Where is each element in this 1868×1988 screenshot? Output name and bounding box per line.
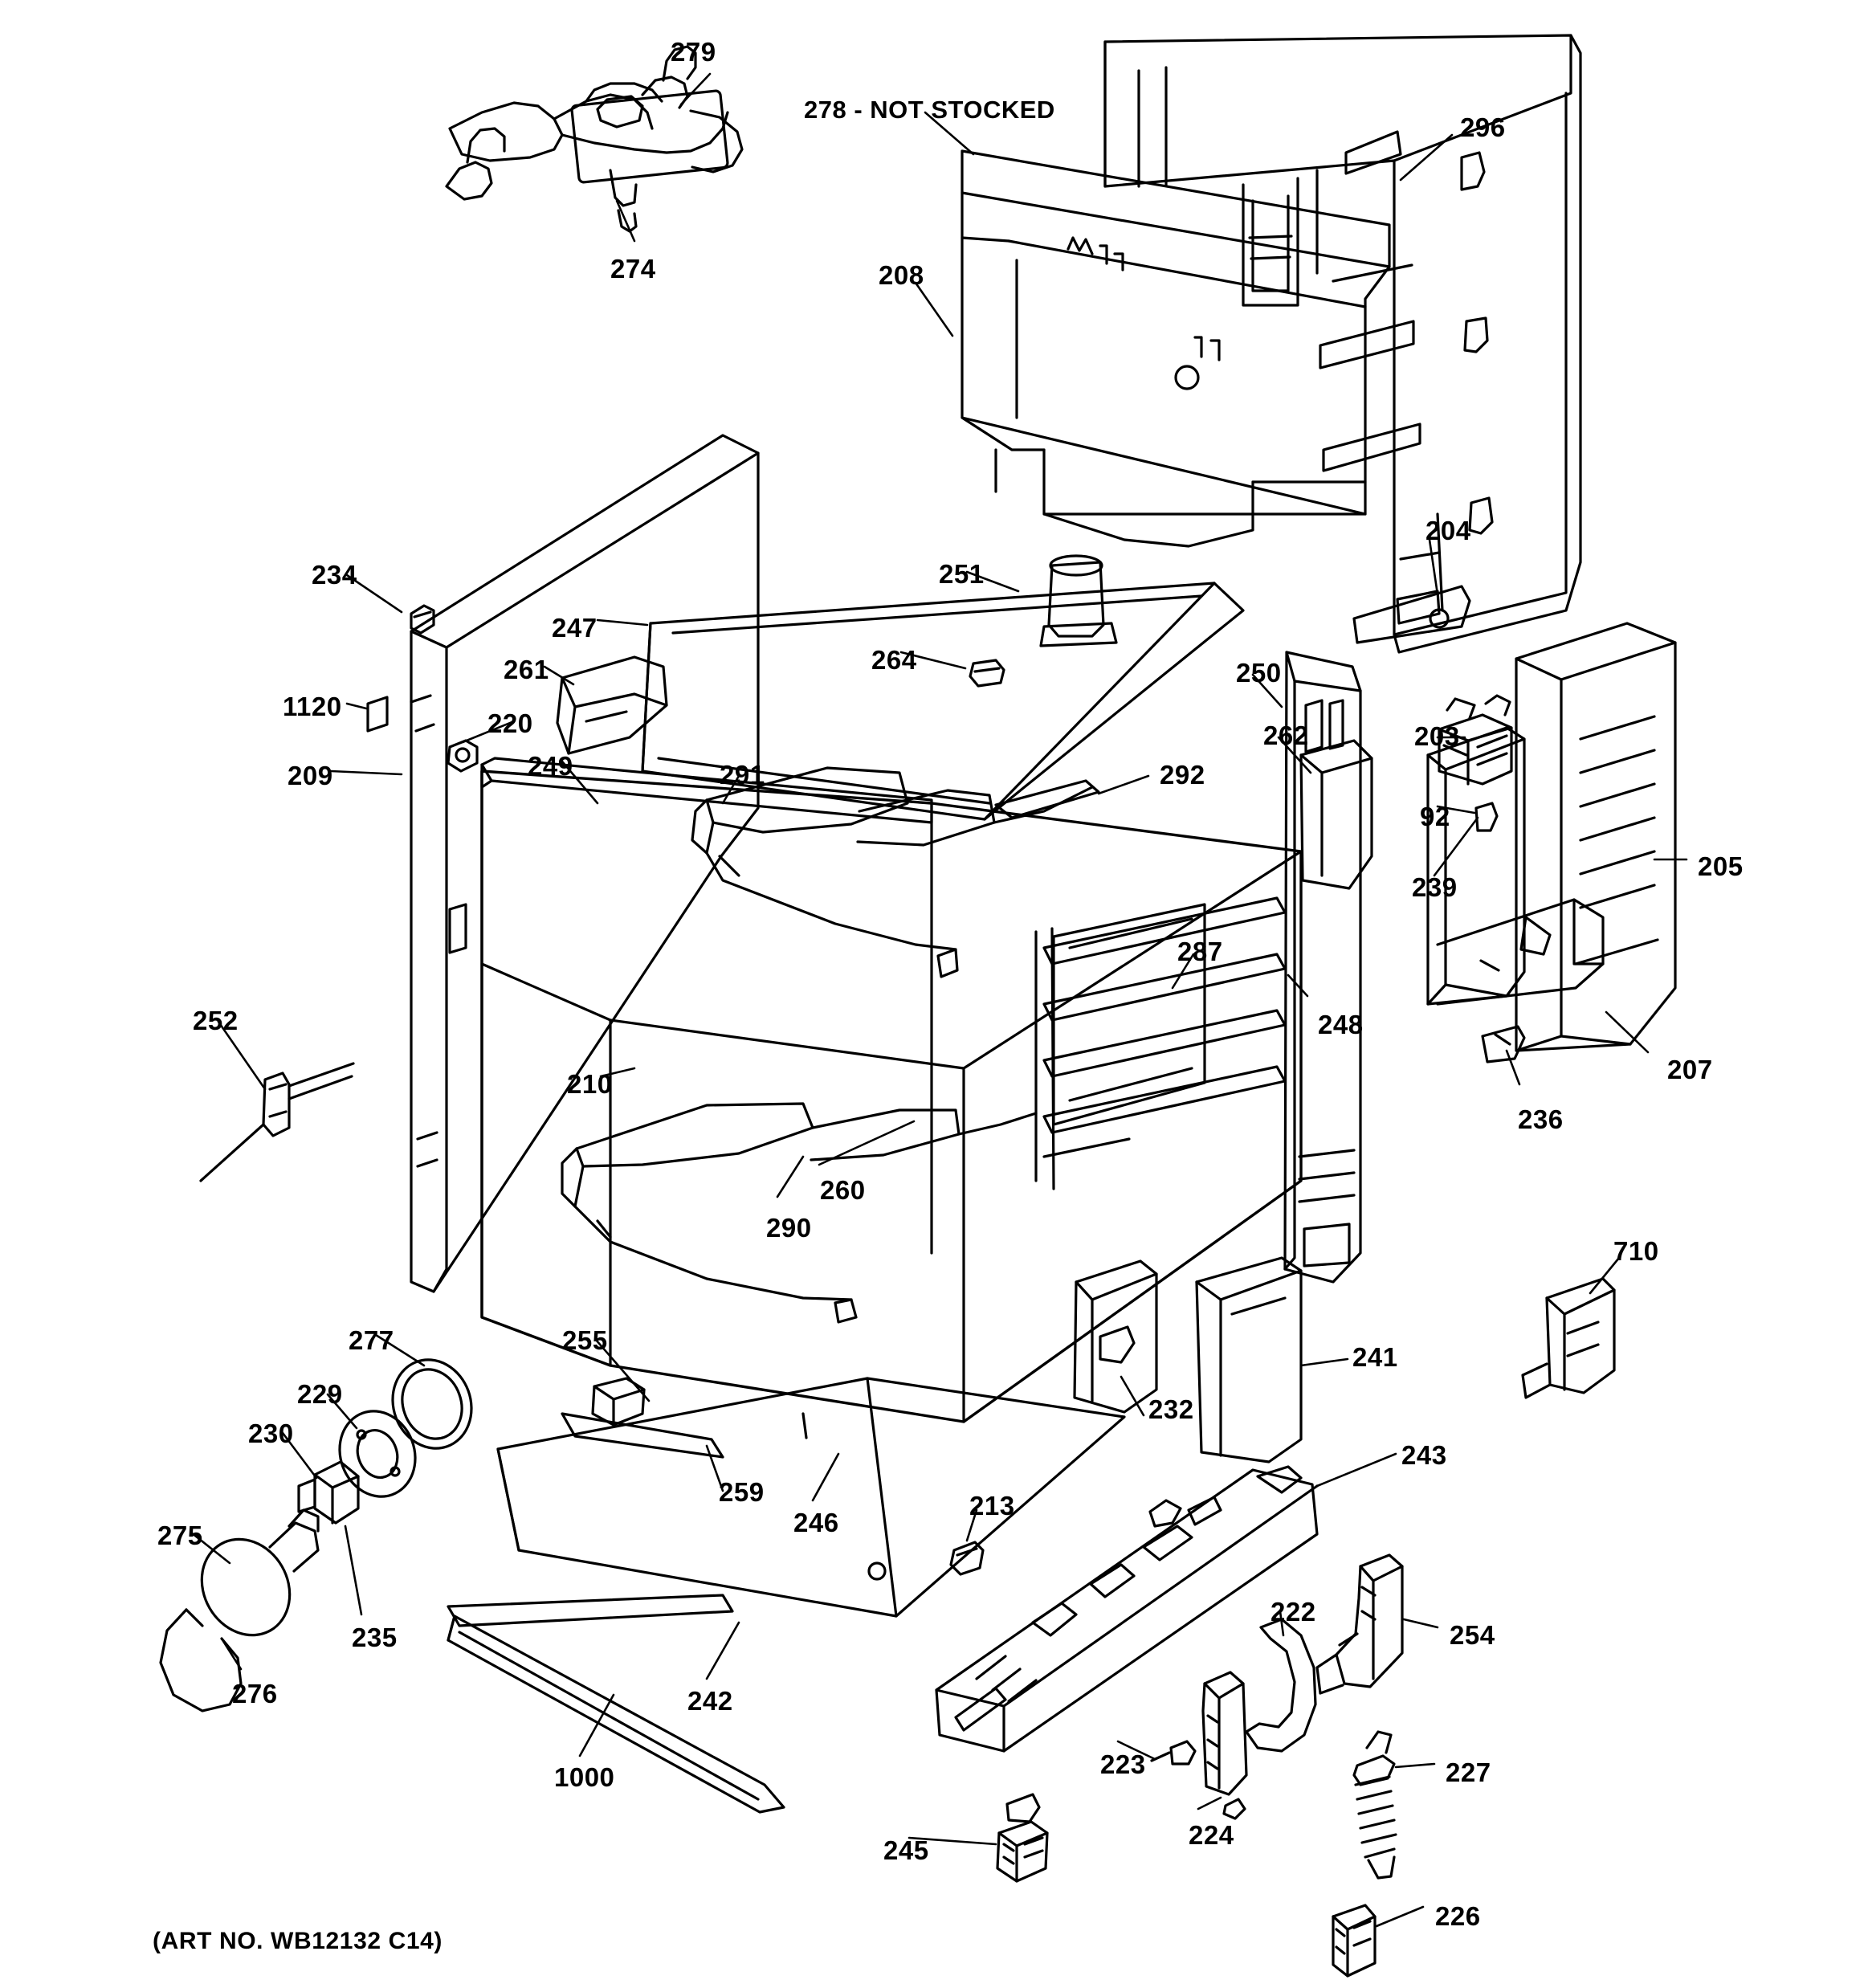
callout-236: 236 [1518,1104,1564,1134]
callout-207: 207 [1667,1055,1713,1084]
part-275-bulb [185,1510,318,1651]
callout-242: 242 [687,1686,733,1716]
callout-276: 276 [232,1679,278,1708]
callout-277: 277 [349,1325,394,1355]
part-252-sensor [201,1063,353,1181]
callout-203: 203 [1414,721,1460,751]
callout-204: 204 [1425,516,1471,545]
callout-232: 232 [1148,1394,1194,1424]
callout-261: 261 [504,655,549,684]
part-277-lamp-lens [381,1349,484,1459]
part-229-lamp-ring [328,1401,426,1508]
art-number-label: (ART NO. WB12132 C14) [153,1928,443,1954]
callout-223: 223 [1100,1749,1146,1779]
part-213-screw [951,1542,983,1574]
callout-260: 260 [820,1175,866,1205]
callout-296: 296 [1460,112,1506,142]
callout-250: 250 [1236,658,1282,688]
callout-254: 254 [1450,1620,1495,1650]
callout-279: 279 [671,37,716,67]
part-276-wire [161,1610,241,1711]
callout-1000: 1000 [554,1762,615,1792]
callout-245: 245 [883,1835,929,1865]
part-710-bracket [1523,1279,1614,1398]
part-292-element-bracket [938,781,1099,977]
part-222-hinge-spring [1246,1619,1315,1751]
callout-274: 274 [610,254,656,284]
callout-209: 209 [288,761,333,790]
callout-292: 292 [1160,760,1205,790]
callout-210: 210 [567,1069,613,1099]
callout-251: 251 [939,559,985,589]
callout-275: 275 [157,1521,203,1550]
part-245-leveling-leg [997,1794,1047,1881]
part-255-rail [562,1378,723,1457]
callout-246: 246 [793,1508,839,1537]
part-205-side-panel [1516,623,1675,1051]
part-264-knob [970,660,1004,686]
callout-234: 234 [312,560,357,590]
callout-241: 241 [1352,1342,1398,1372]
callout-247: 247 [552,613,598,643]
part-220-nut [448,741,477,771]
callout-1120: 1120 [283,692,342,721]
part-208-heat-shield [962,151,1389,546]
callout-710: 710 [1613,1236,1659,1266]
callout-287: 287 [1177,937,1223,966]
callout-278-not-stocked: 278 - NOT STOCKED [804,96,1055,124]
callout-227: 227 [1446,1757,1491,1787]
part-236-clip [1483,1027,1524,1062]
part-242-trim [448,1595,732,1626]
part-262-bracket [1301,741,1372,888]
callout-229: 229 [297,1379,343,1409]
callout-230: 230 [248,1419,294,1448]
part-226-bracket [1333,1905,1375,1976]
part-279-latch-assembly [447,47,742,231]
part-227-spring [1354,1732,1396,1878]
part-209-left-side-panel [411,435,758,1292]
callout-213: 213 [969,1491,1015,1521]
callout-224: 224 [1189,1820,1234,1850]
part-287-rack-guide [1036,898,1285,1189]
callout-220: 220 [487,708,533,738]
callout-248: 248 [1318,1010,1364,1039]
part-224-hinge-arm [1203,1672,1246,1819]
part-251-vent-tube [1041,556,1116,646]
callout-226: 226 [1435,1901,1481,1931]
callout-259: 259 [719,1477,765,1507]
part-254-hinge [1317,1555,1402,1693]
callout-264: 264 [871,645,917,675]
callout-235: 235 [352,1623,398,1652]
part-92-clip [1476,803,1497,831]
part-1120-clip [368,697,387,731]
callout-222: 222 [1270,1597,1316,1627]
callout-291: 291 [720,760,765,790]
callout-208: 208 [879,260,924,290]
part-207-support [1428,728,1603,1004]
callout-255: 255 [562,1325,608,1355]
part-1000-trim-strip [448,1616,784,1812]
part-223-pin [1152,1741,1195,1764]
part-232-bracket [1075,1261,1156,1412]
callout-92: 92 [1420,802,1450,831]
part-246-bottom-panel [498,1378,1124,1616]
callout-239: 239 [1412,872,1458,902]
callout-205: 205 [1698,851,1744,881]
part-261-insulation [557,657,667,753]
part-234-screw [411,606,434,633]
callout-262: 262 [1263,720,1309,750]
callout-290: 290 [766,1213,812,1243]
callout-252: 252 [193,1006,239,1035]
callout-249: 249 [528,751,573,781]
part-230-socket [299,1462,358,1523]
part-296-rear-panel [1105,35,1580,652]
part-241-support [1197,1258,1301,1462]
callout-243: 243 [1401,1440,1447,1470]
part-291-element-upper [692,768,1092,949]
